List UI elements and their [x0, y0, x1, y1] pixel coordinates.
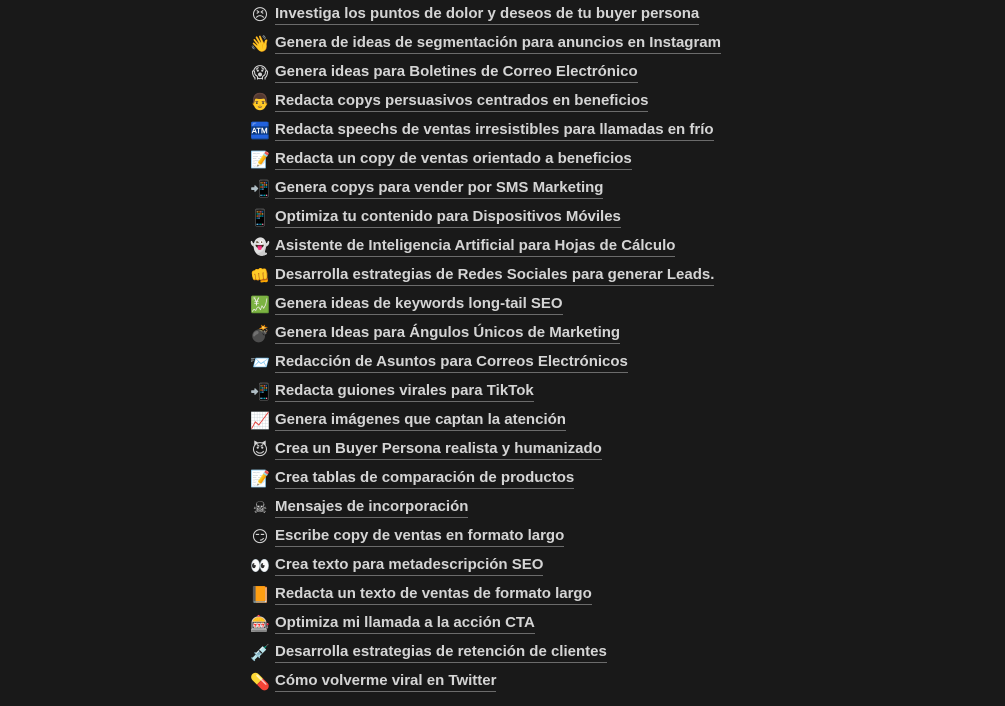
list-item[interactable] [250, 0, 721, 29]
item-link[interactable]: Redacta copys persuasivos centrados en beneficios [275, 92, 648, 112]
list-item[interactable] [250, 522, 721, 551]
smiling-devil-icon: 😈 [251, 439, 269, 459]
fist-icon: 👊 [250, 265, 270, 285]
memo-icon: 📝 [250, 468, 270, 488]
item-link[interactable]: Crea un Buyer Persona realista y humanizado [275, 440, 602, 460]
item-link[interactable]: Mensajes de incorporación [275, 498, 468, 518]
list-item[interactable] [250, 638, 721, 667]
list-item[interactable] [250, 580, 721, 609]
link-list [250, 0, 721, 696]
skull-crossbones-icon: ☠ [252, 497, 268, 517]
list-item[interactable] [250, 174, 721, 203]
item-link[interactable]: Genera ideas para Boletines de Correo Electrónico [275, 63, 638, 83]
ghost-icon: 👻 [250, 236, 270, 256]
mobile-arrow-icon: 📲 [250, 178, 270, 198]
item-link[interactable]: Redacta speechs de ventas irresistibles para llamadas en frío [275, 121, 714, 141]
item-link[interactable]: Genera Ideas para Ángulos Únicos de Marketing [275, 324, 620, 344]
chart-increasing-icon: 📈 [250, 410, 270, 430]
list-item[interactable] [250, 29, 721, 58]
screaming-face-icon: 😱 [251, 62, 269, 82]
list-item[interactable] [250, 377, 721, 406]
item-link[interactable]: Escribe copy de ventas en formato largo [275, 527, 564, 547]
person-icon: 👨 [250, 91, 270, 111]
eyes-icon: 👀 [250, 555, 270, 575]
list-item[interactable] [250, 609, 721, 638]
list-item[interactable] [250, 406, 721, 435]
item-link[interactable]: Genera ideas de keywords long-tail SEO [275, 295, 563, 315]
item-link[interactable]: Redacta un copy de ventas orientado a beneficios [275, 150, 632, 170]
atm-icon: 🏧 [250, 120, 270, 140]
mobile-arrow-icon: 📲 [250, 381, 270, 401]
list-item[interactable] [250, 145, 721, 174]
slot-machine-icon: 🎰 [250, 613, 270, 633]
bomb-icon: 💣 [250, 323, 270, 343]
mobile-phone-icon: 📱 [250, 207, 270, 227]
chart-yen-icon: 💹 [250, 294, 270, 314]
list-item[interactable] [250, 435, 721, 464]
item-link[interactable]: Genera copys para vender por SMS Marketing [275, 179, 603, 199]
pill-icon: 💊 [250, 671, 270, 691]
list-item[interactable] [250, 348, 721, 377]
item-link[interactable]: Desarrolla estrategias de retención de clientes [275, 643, 607, 663]
list-item[interactable] [250, 58, 721, 87]
item-link[interactable]: Optimiza mi llamada a la acción CTA [275, 614, 535, 634]
list-item[interactable] [250, 261, 721, 290]
waving-hand-icon: 👋 [250, 33, 270, 53]
list-item[interactable] [250, 319, 721, 348]
list-item[interactable] [250, 290, 721, 319]
item-link[interactable]: Genera de ideas de segmentación para anuncios en Instagram [275, 34, 721, 54]
list-item[interactable] [250, 464, 721, 493]
incoming-envelope-icon: 📨 [250, 352, 270, 372]
smirking-face-icon: 😏 [251, 526, 269, 546]
list-item[interactable] [250, 232, 721, 261]
syringe-icon: 💉 [250, 642, 270, 662]
list-item[interactable] [250, 203, 721, 232]
item-link[interactable]: Redacta guiones virales para TikTok [275, 382, 534, 402]
item-link[interactable]: Desarrolla estrategias de Redes Sociales para generar Leads. [275, 266, 714, 286]
item-link[interactable]: Crea texto para metadescripción SEO [275, 556, 543, 576]
item-link[interactable]: Investiga los puntos de dolor y deseos de tu buyer persona [275, 5, 699, 25]
list-item[interactable] [250, 493, 721, 522]
orange-book-icon: 📙 [250, 584, 270, 604]
list-item[interactable] [250, 116, 721, 145]
item-link[interactable]: Redacción de Asuntos para Correos Electrónicos [275, 353, 628, 373]
item-link[interactable]: Optimiza tu contenido para Dispositivos Móviles [275, 208, 621, 228]
item-link[interactable]: Genera imágenes que captan la atención [275, 411, 566, 431]
item-link[interactable]: Redacta un texto de ventas de formato largo [275, 585, 592, 605]
list-item[interactable] [250, 551, 721, 580]
item-link[interactable]: Cómo volverme viral en Twitter [275, 672, 496, 692]
memo-icon: 📝 [250, 149, 270, 169]
list-item[interactable] [250, 667, 721, 696]
item-link[interactable]: Asistente de Inteligencia Artificial para Hojas de Cálculo [275, 237, 675, 257]
persevering-face-icon: 😣 [251, 4, 269, 24]
item-link[interactable]: Crea tablas de comparación de productos [275, 469, 574, 489]
list-item[interactable] [250, 87, 721, 116]
